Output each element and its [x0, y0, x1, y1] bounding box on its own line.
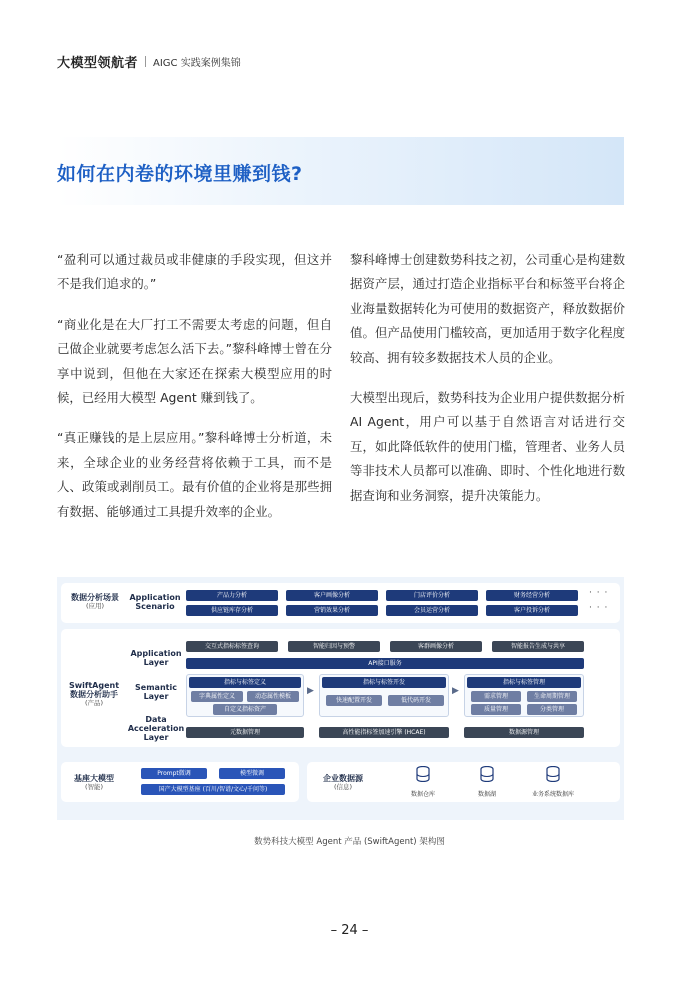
- more-dots: · · ·: [589, 588, 609, 598]
- group-item: 低代码开发: [388, 695, 444, 706]
- semantic-group-manage: [464, 674, 584, 717]
- group-item: 质量管理: [471, 704, 521, 715]
- scenario-tag: 门店评价分析: [386, 590, 478, 601]
- group-item: 快速配置开发: [326, 695, 382, 706]
- data-source: [457, 766, 517, 798]
- figure-caption: 数势科技大模型 Agent 产品 (SwiftAgent) 架构图: [254, 837, 445, 847]
- database-icon: [546, 766, 560, 782]
- semantic-group-define: [186, 674, 304, 717]
- header-brand: 大模型领航者: [57, 56, 139, 71]
- arrow-right-icon: ▶: [452, 686, 459, 696]
- data-item: 元数据管理: [186, 727, 304, 738]
- right-column: [350, 248, 625, 524]
- semantic-layer-label: Semantic Layer: [135, 683, 177, 701]
- agent-panel: [61, 629, 620, 747]
- architecture-diagram: [57, 577, 624, 820]
- data-source-label: 企业数据源 (信息): [323, 774, 363, 791]
- scenario-tag: 营销效果分析: [286, 605, 378, 616]
- data-source-caption: 数据仓库: [410, 791, 435, 798]
- data-layer-label: Data Acceleration Layer: [127, 715, 185, 742]
- group-item: 动态属性模板: [247, 691, 299, 702]
- data-source-caption: 数据湖: [477, 791, 496, 798]
- more-dots: · · ·: [589, 603, 609, 613]
- group-item: 自定义指标资产: [213, 704, 277, 715]
- scenario-tag: 客户投诉分析: [486, 605, 578, 616]
- paragraph: 大模型出现后，数势科技为企业用户提供数据分析 AI Agent，用户可以基于自然语言对话进行交互，如此降低软件的使用门槛，管理者、业务人员等非技术人员都可以准确、即时、个性化地进行数据查询和业务洞察，提升决策能力。: [350, 390, 625, 503]
- group-title: 指标与标签定义: [189, 677, 301, 688]
- header-divider: [145, 56, 146, 67]
- paragraph: “盈利可以通过裁员或非健康的手段实现，但这并不是我们追求的。”: [57, 252, 332, 292]
- scenario-tag: 客户画像分析: [286, 590, 378, 601]
- group-item: 需求管理: [471, 691, 521, 702]
- app-item: 智能报告生成与共享: [492, 641, 584, 652]
- scenario-en-label: Application Scenario: [129, 593, 181, 611]
- data-source: [393, 766, 453, 798]
- arrow-right-icon: ▶: [307, 686, 314, 696]
- database-icon: [480, 766, 494, 782]
- group-title: 指标与标签管理: [467, 677, 581, 688]
- left-column: [57, 248, 332, 540]
- page-number: – 24 –: [330, 923, 369, 938]
- scenario-label: 数据分析场景 (应用): [71, 593, 119, 610]
- agent-label: SwiftAgent 数据分析助手 (产品): [68, 681, 120, 707]
- application-layer-label: Application Layer: [130, 649, 182, 667]
- scenario-tag: 供应链库存分析: [186, 605, 278, 616]
- data-item: 高性能指标签加速引擎 (HCAE): [319, 727, 449, 738]
- data-item: 数据源管理: [464, 727, 584, 738]
- scenario-tag: 产品力分析: [186, 590, 278, 601]
- base-item: Prompt微调: [141, 768, 207, 779]
- section-title-banner: [57, 137, 624, 205]
- semantic-group-develop: [319, 674, 449, 717]
- database-icon: [416, 766, 430, 782]
- group-item: 生命周期管理: [527, 691, 577, 702]
- app-item: 交互式指标标签查询: [186, 641, 278, 652]
- base-item: 模型微调: [219, 768, 285, 779]
- page-header: [57, 52, 241, 71]
- group-title: 指标与标签开发: [322, 677, 446, 688]
- scenario-tag: 会员运营分析: [386, 605, 478, 616]
- app-item: 智能归因与预警: [288, 641, 380, 652]
- group-item: 分类管理: [527, 704, 577, 715]
- header-subtitle: AIGC 实践案例集锦: [153, 58, 241, 69]
- app-item: 客群画像分析: [390, 641, 482, 652]
- base-model-panel: [61, 762, 299, 802]
- scenario-tag: 财务经营分析: [486, 590, 578, 601]
- group-item: 字典属性定义: [191, 691, 243, 702]
- section-title: 如何在内卷的环境里赚到钱?: [57, 163, 303, 185]
- api-service-bar: API接口服务: [186, 658, 584, 669]
- paragraph: “商业化是在大厂打工不需要太考虑的问题，但自己做企业就要考虑怎么活下去。”黎科峰博士曾在分享中说到，但他在大家还在探索大模型应用的时候，已经用大模型 Agent 赚到钱了。: [57, 316, 332, 406]
- base-item: 国产大模型基座 (百川/智谱/文心/千问等): [141, 784, 285, 795]
- data-source-panel: [307, 762, 620, 802]
- scenario-panel: [61, 583, 620, 623]
- base-model-label: 基座大模型 (智能): [74, 774, 114, 791]
- paragraph: 黎科峰博士创建数势科技之初，公司重心是构建数据资产层，通过打造企业指标平台和标签平台将企业海量数据转化为可使用的数据资产，释放数据价值。但产品使用门槛较高，更加适用于数字化程度较高、拥有较多数据技术人员的企业。: [350, 252, 625, 365]
- data-source-caption: 业务系统数据库: [531, 791, 574, 798]
- paragraph: “真正赚钱的是上层应用。”黎科峰博士分析道，未来，全球企业的业务经营将依赖于工具，而不是人、政策或剥削员工。最有价值的企业将是那些拥有数据、能够通过工具提升效率的企业。: [57, 430, 332, 519]
- data-source: [523, 766, 583, 798]
